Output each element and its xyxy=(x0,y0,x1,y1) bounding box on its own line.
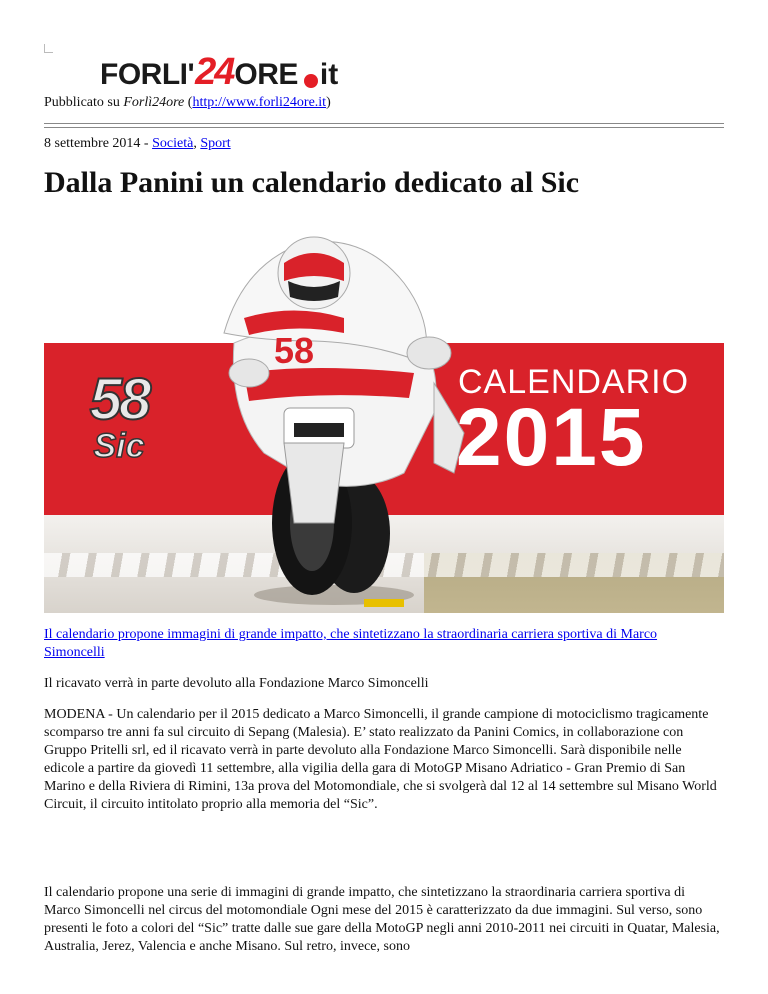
svg-text:58: 58 xyxy=(274,330,315,371)
article-paragraph-1: MODENA - Un calendario per il 2015 dedicato a Marco Simoncelli, il grande campione di motociclismo tragicamente scomparso tre anni fa sul circuito di Sepang (Malesia). E’ stato realizzato da Panini Comics, in collaborazione con Gruppo Pritelli srl, ed il ricavato verrà in parte devoluto alla Fondazione Marco Simoncelli. Sarà disponibile nelle edicole a partire da giovedì 11 settembre, alla vigilia della gara di MotoGP Misano Adriatico - Gran Premio di San Marino e della Riviera di Rimini, 13a prova del Motomondiale, che si svolgerà dal 12 al 14 settembre sul Misano World Circuit, il circuito intitolato proprio alla memoria del “Sic”. xyxy=(44,707,717,812)
logo-forli: FORLI' xyxy=(100,58,195,91)
logo-it: it xyxy=(319,58,339,91)
corner-mark xyxy=(44,44,53,53)
logo-ore: ORE xyxy=(234,58,298,91)
site-url-link[interactable]: http://www.forli24ore.it xyxy=(192,95,327,110)
sic-logo-number: 58 xyxy=(89,367,149,432)
article-paragraph-2: Il calendario propone una serie di immagini di grande impatto, che sintetizzano la straordinaria carriera sportiva di Marco Simoncelli nel circus del motomondiale Ogni mese del 2015 è caratterizzato da due immagini. Sul verso, sono presenti le foto a colori del “Sic” tratte dalle sue gare della MotoGP negli anni 2010-2011 nei circuiti in Quatar, Malesia, Australia, Jerez, Valencia e anche Misano. Sul retro, invece, sono xyxy=(44,885,720,954)
article-date: 8 settembre 2014 xyxy=(44,136,141,151)
article-meta xyxy=(44,136,231,152)
calendar-year: 2015 xyxy=(456,392,647,483)
sic-logo-text: Sic xyxy=(93,427,145,465)
published-site: Forlì24ore xyxy=(123,95,185,110)
published-open: ( xyxy=(184,95,193,110)
meta-separator: - xyxy=(140,136,153,151)
caption-link[interactable]: Il calendario propone immagini di grande impatto, che sintetizzano la straordinaria carriera sportiva di Marco Simoncelli xyxy=(44,627,658,660)
published-close: ) xyxy=(326,95,331,110)
calendar-title: CALENDARIO xyxy=(458,363,690,401)
category-link-societa[interactable]: Società xyxy=(152,136,194,151)
article-subtitle: Il ricavato verrà in parte devoluto alla Fondazione Marco Simoncelli xyxy=(44,676,429,691)
image-caption xyxy=(44,626,714,662)
category-link-sport[interactable]: Sport xyxy=(200,136,231,151)
panini-badge xyxy=(364,599,404,607)
category-comma: , xyxy=(193,136,201,151)
logo-24: 24 xyxy=(195,51,234,93)
site-logo[interactable] xyxy=(100,46,339,93)
hero-image xyxy=(44,223,724,613)
header-divider xyxy=(44,123,724,128)
published-line xyxy=(44,95,331,111)
article-title: Dalla Panini un calendario dedicato al Sic xyxy=(44,166,580,199)
logo-dot-icon xyxy=(304,74,318,88)
published-prefix: Pubblicato su xyxy=(44,95,124,110)
